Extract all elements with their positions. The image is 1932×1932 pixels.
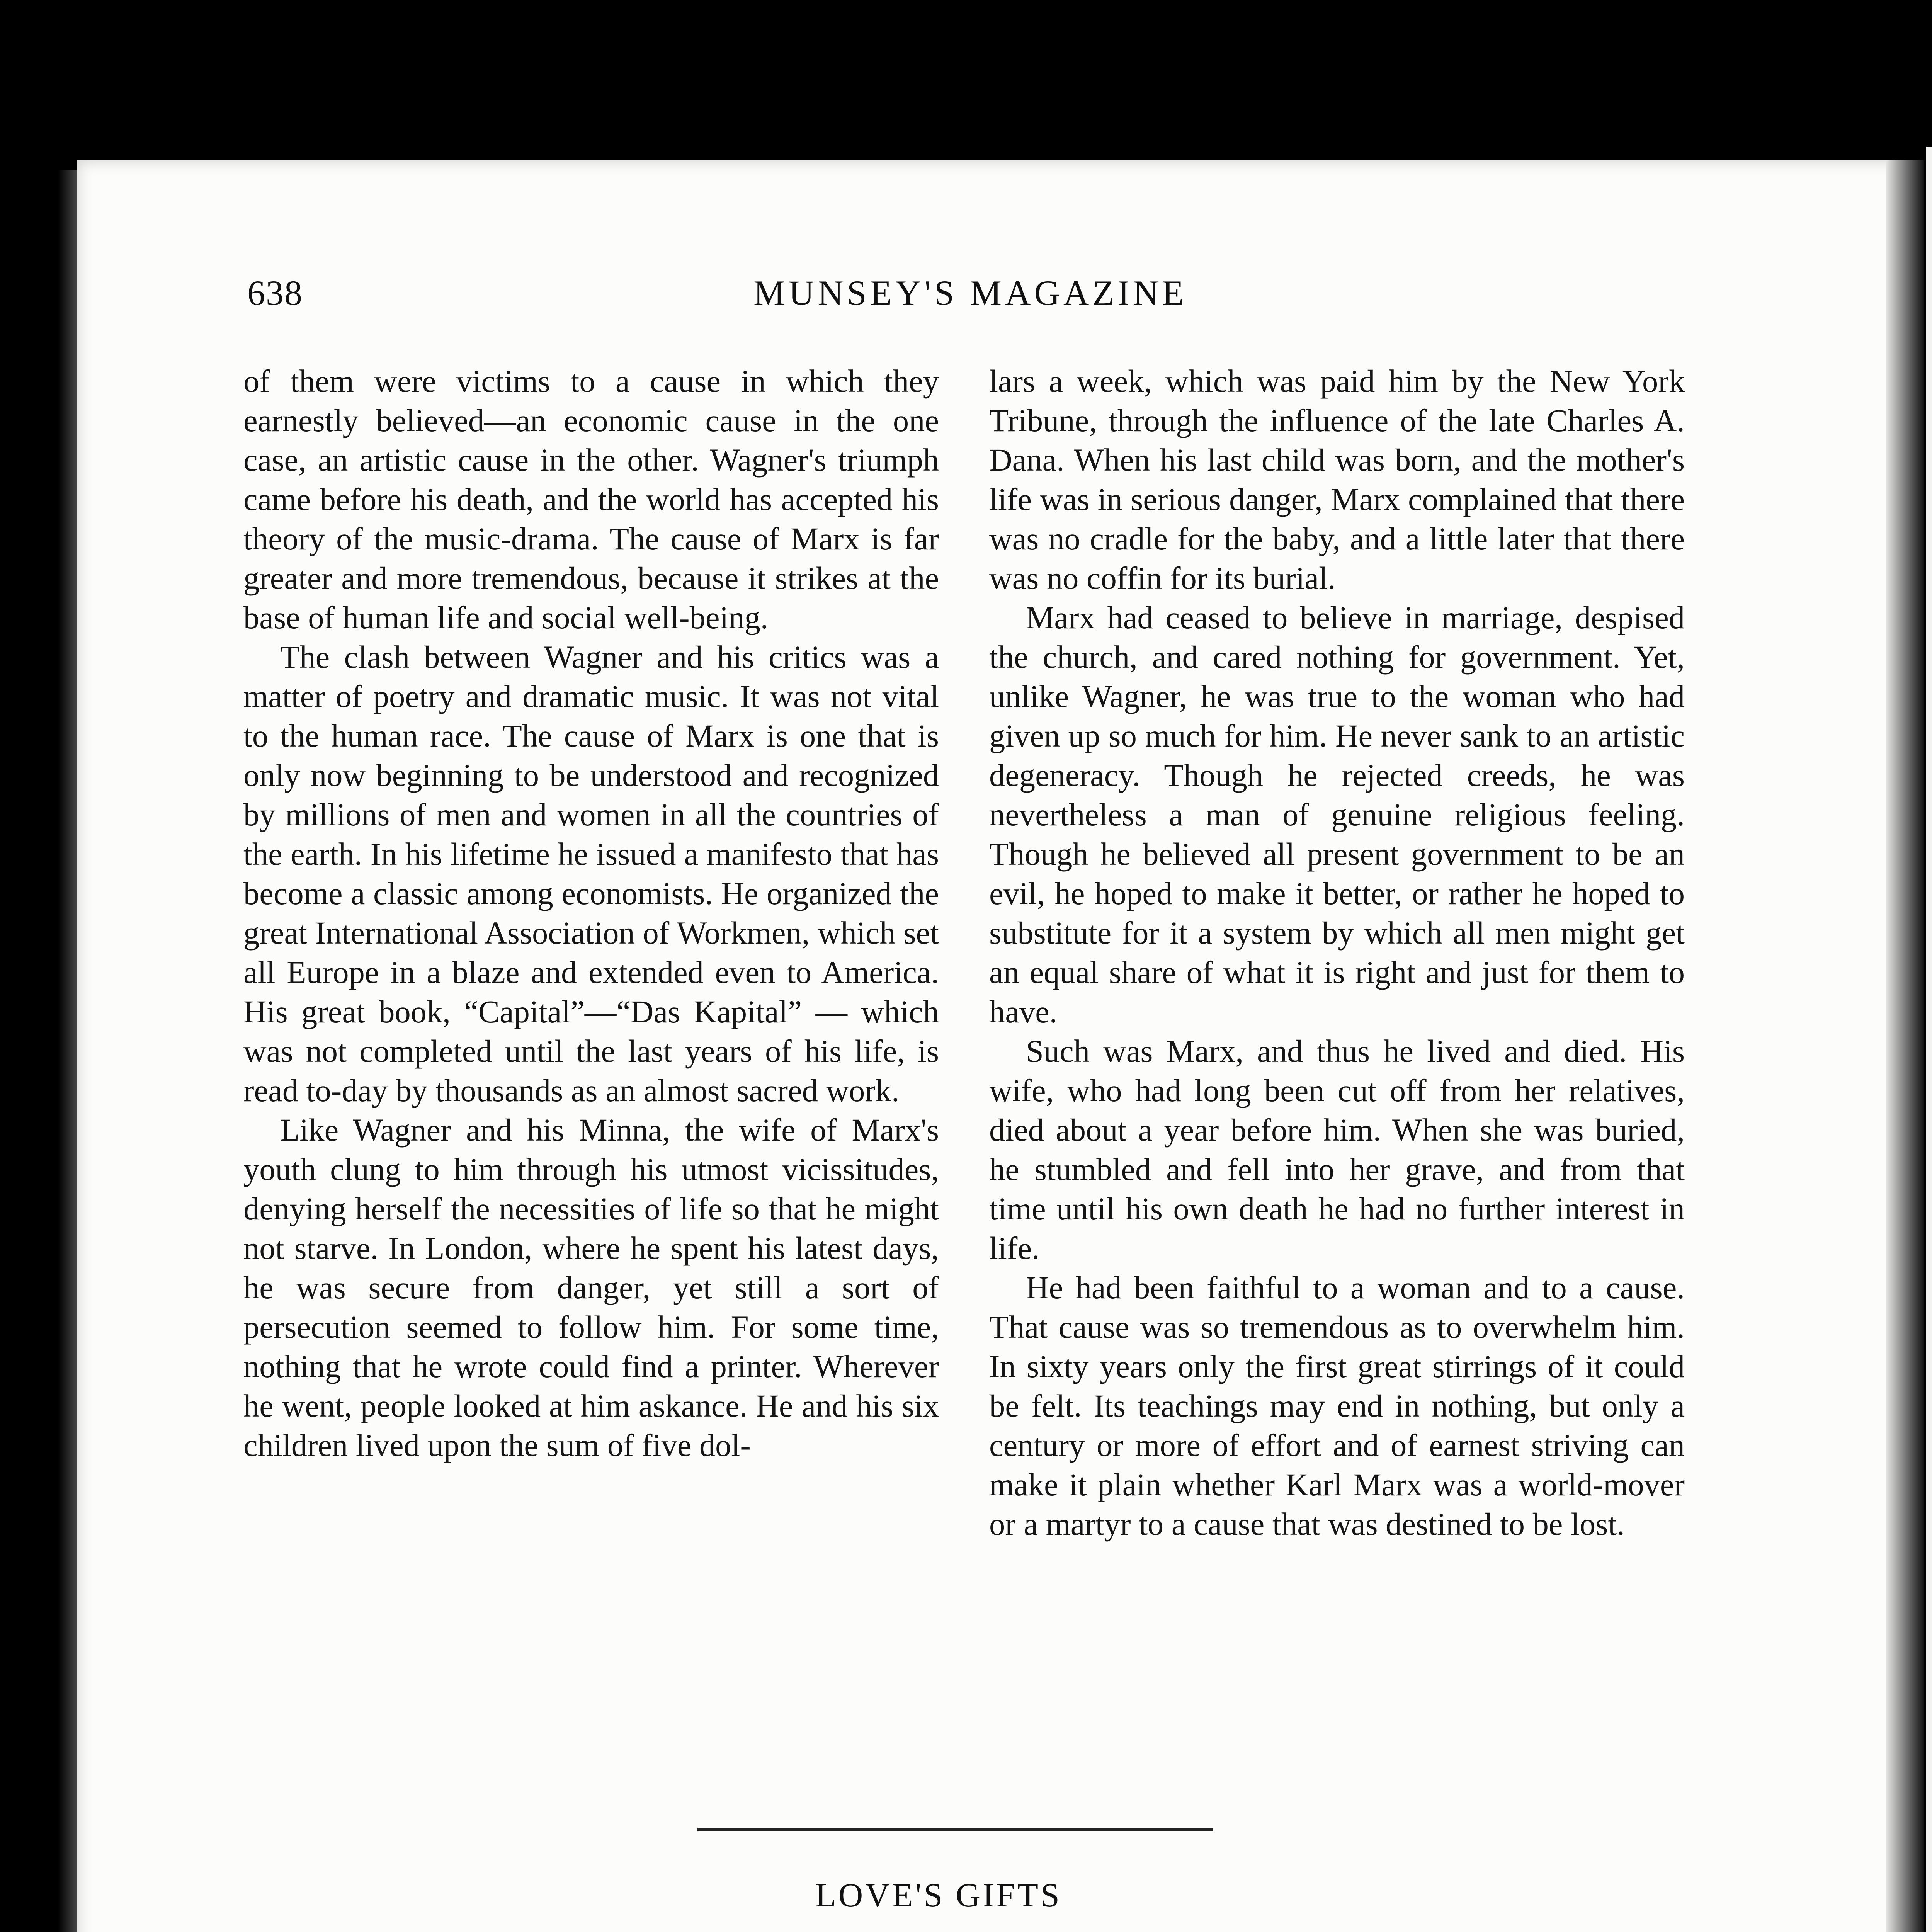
section-divider	[697, 1828, 1213, 1831]
paragraph: Such was Marx, and thus he lived and died. His wife, who had long been cut off from her relatives, died about a year before him. When she was buried, he stumbled and fell into her grave, and from that time until his own death he had no further interest in life.	[989, 1033, 1685, 1266]
poem-title: LOVE'S GIFTS	[815, 1877, 1062, 1914]
paragraph: He had been faithful to a woman and to a cause. That cause was so tremendous as to overwhelm him. In sixty years only the first great stirrings of it could be felt. Its teachings may end in nothing, but only a century or more of effort and of earnest striving can make it plain whether Karl Marx was a world-mover or a martyr to a cause that was destined to be lost.	[989, 1270, 1685, 1542]
article-column-right	[989, 361, 1685, 1544]
page-gutter-shadow	[1886, 160, 1924, 1932]
article-column-left	[243, 361, 939, 1465]
paragraph: of them were victims to a cause in which they earnestly believed—an economic cause in the one case, an artistic cause in the other. Wagner's triumph came before his death, and the world has accepted his theory of the music-drama. The cause of Marx is far greater and more tremendous, because it strikes at the base of human life and social well-being.	[243, 363, 939, 635]
paragraph: Like Wagner and his Minna, the wife of Marx's youth clung to him through his utmost vicissitudes, denying herself the necessities of life so that he might not starve. In London, where he spent his latest days, he was secure from danger, yet still a sort of persecution seemed to follow him. For some time, nothing that he wrote could find a printer. Wherever he went, people looked at him askance. He and his six children lived upon the sum of five dol-	[243, 1112, 939, 1463]
magazine-title: MUNSEY'S MAGAZINE	[753, 273, 1187, 313]
running-head	[247, 272, 1696, 319]
adjacent-page-edge	[1926, 147, 1932, 1932]
paragraph: Marx had ceased to believe in marriage, despised the church, and cared nothing for government. Yet, unlike Wagner, he was true to the woman who had given up so much for him. He never sank to an artistic degeneracy. Though he rejected creeds, he was nevertheless a man of genuine religious feeling. Though he believed all present government to be an evil, he hoped to make it better, or rather he hoped to substitute for it a system by which all men might get an equal share of what it is right and just for them to have.	[989, 600, 1685, 1029]
paragraph: The clash between Wagner and his critics was a matter of poetry and dramatic music. It was not vital to the human race. The cause of Marx is one that is only now beginning to be understood and recognized by millions of men and women in all the countries of the earth. In his lifetime he issued a manifesto that has become a classic among economists. He organized the great International Association of Workmen, which set all Europe in a blaze and extended even to America. His great book, “Capital”—“Das Kapital” — which was not completed until the last years of his life, is read to-day by thousands as an almost sacred work.	[243, 639, 939, 1108]
page-number: 638	[247, 273, 303, 313]
paragraph: lars a week, which was paid him by the New York Tribune, through the influence of the late Charles A. Dana. When his last child was born, and the mother's life was in serious danger, Marx complained that there was no cradle for the baby, and a little later that there was no coffin for its burial.	[989, 363, 1685, 596]
